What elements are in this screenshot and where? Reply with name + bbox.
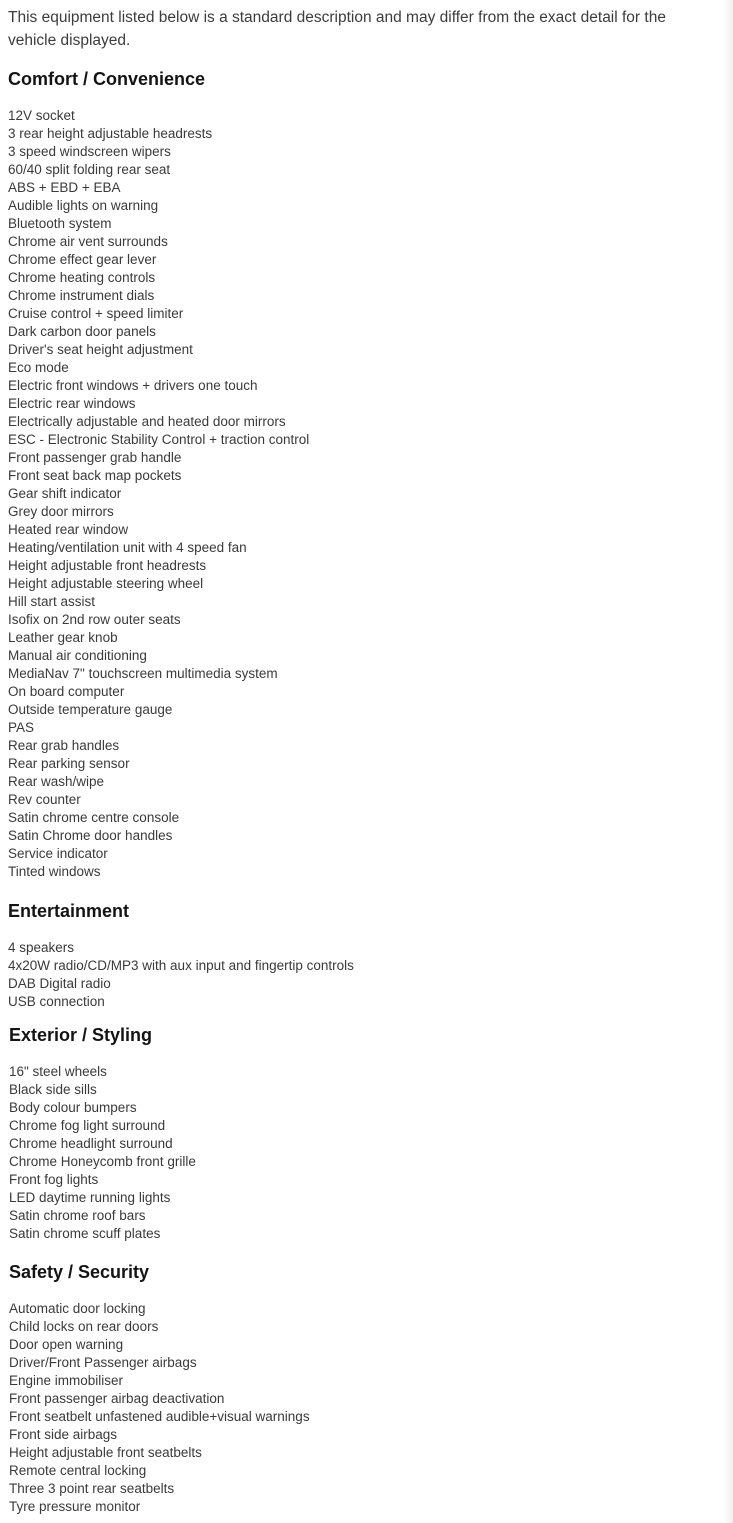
equipment-item: PAS — [8, 720, 35, 735]
equipment-item: 3 rear height adjustable headrests — [8, 126, 213, 141]
equipment-item: Tinted windows — [8, 864, 101, 879]
section-title-entertainment: Entertainment — [8, 901, 130, 921]
equipment-item: Gear shift indicator — [8, 486, 122, 501]
section-title-safety-security: Safety / Security — [9, 1262, 150, 1282]
equipment-item: Satin chrome scuff plates — [9, 1226, 161, 1241]
equipment-item: Driver's seat height adjustment — [8, 342, 193, 357]
section-title-exterior-styling: Exterior / Styling — [9, 1025, 153, 1045]
equipment-item: Three 3 point rear seatbelts — [9, 1481, 175, 1496]
section-title-comfort-convenience: Comfort / Convenience — [8, 69, 206, 89]
equipment-item: 60/40 split folding rear seat — [8, 162, 171, 177]
equipment-item: Front seat back map pockets — [8, 468, 182, 483]
equipment-item: Electric front windows + drivers one touch — [8, 378, 258, 393]
equipment-item: Rear grab handles — [8, 738, 120, 753]
equipment-item: Tyre pressure monitor — [9, 1499, 141, 1514]
equipment-item: Leather gear knob — [8, 630, 118, 645]
equipment-item: Child locks on rear doors — [9, 1319, 159, 1334]
equipment-item: Satin chrome centre console — [8, 810, 180, 825]
equipment-item: Height adjustable front headrests — [8, 558, 207, 573]
equipment-item: Height adjustable front seatbelts — [9, 1445, 202, 1460]
equipment-item: Dark carbon door panels — [8, 324, 156, 339]
equipment-item: Body colour bumpers — [9, 1100, 137, 1115]
equipment-item: Driver/Front Passenger airbags — [9, 1355, 197, 1370]
equipment-item: Heating/ventilation unit with 4 speed fan — [8, 540, 247, 555]
equipment-item: Satin chrome roof bars — [9, 1208, 146, 1223]
equipment-item: Chrome headlight surround — [9, 1136, 173, 1151]
equipment-item: Rev counter — [8, 792, 81, 807]
equipment-item: Hill start assist — [8, 594, 96, 609]
equipment-item: 4 speakers — [8, 940, 75, 955]
equipment-list-entertainment — [8, 939, 354, 1011]
equipment-item: Remote central locking — [9, 1463, 147, 1478]
equipment-item: Chrome fog light surround — [9, 1118, 166, 1133]
equipment-item: MediaNav 7" touchscreen multimedia system — [8, 666, 278, 681]
equipment-item: Grey door mirrors — [8, 504, 114, 519]
equipment-item: Service indicator — [8, 846, 108, 861]
equipment-item: Front fog lights — [9, 1172, 99, 1187]
equipment-item: Front seatbelt unfastened audible+visual warnings — [9, 1409, 310, 1424]
equipment-item: Chrome instrument dials — [8, 288, 155, 303]
equipment-item: Audible lights on warning — [8, 198, 159, 213]
equipment-item: Satin Chrome door handles — [8, 828, 173, 843]
equipment-item: ESC - Electronic Stability Control + traction control — [8, 432, 310, 447]
equipment-disclaimer: This equipment listed below is a standard description and may differ from the exact detail for the vehicle displayed. — [8, 9, 666, 49]
equipment-item: Rear parking sensor — [8, 756, 130, 771]
equipment-item: Manual air conditioning — [8, 648, 147, 663]
equipment-item: Electrically adjustable and heated door mirrors — [8, 414, 286, 429]
equipment-item: Eco mode — [8, 360, 69, 375]
equipment-list-safety-security — [9, 1300, 310, 1516]
equipment-list-comfort-convenience — [8, 107, 309, 881]
equipment-item: ABS + EBD + EBA — [8, 180, 121, 195]
equipment-item: Electric rear windows — [8, 396, 136, 411]
equipment-item: Height adjustable steering wheel — [8, 576, 204, 591]
equipment-item: USB connection — [8, 994, 105, 1009]
equipment-item: Outside temperature gauge — [8, 702, 173, 717]
equipment-item: Black side sills — [9, 1082, 97, 1097]
equipment-item: Chrome heating controls — [8, 270, 156, 285]
equipment-item: 3 speed windscreen wipers — [8, 144, 171, 159]
page-edge-shadow — [723, 0, 733, 1523]
equipment-list-exterior-styling — [9, 1063, 196, 1243]
equipment-item: Front passenger grab handle — [8, 450, 182, 465]
equipment-item: Chrome effect gear lever — [8, 252, 157, 267]
equipment-item: Bluetooth system — [8, 216, 112, 231]
equipment-item: On board computer — [8, 684, 125, 699]
equipment-item: 16" steel wheels — [9, 1064, 107, 1079]
equipment-item: Chrome air vent surrounds — [8, 234, 168, 249]
equipment-item: Cruise control + speed limiter — [8, 306, 184, 321]
equipment-item: 4x20W radio/CD/MP3 with aux input and fingertip controls — [8, 958, 354, 973]
equipment-item: Heated rear window — [8, 522, 129, 537]
equipment-item: LED daytime running lights — [9, 1190, 171, 1205]
equipment-item: Engine immobiliser — [9, 1373, 124, 1388]
equipment-item: Isofix on 2nd row outer seats — [8, 612, 181, 627]
equipment-item: 12V socket — [8, 108, 75, 123]
equipment-item: DAB Digital radio — [8, 976, 111, 991]
equipment-item: Front passenger airbag deactivation — [9, 1391, 225, 1406]
equipment-item: Front side airbags — [9, 1427, 118, 1442]
equipment-item: Automatic door locking — [9, 1301, 146, 1316]
equipment-item: Rear wash/wipe — [8, 774, 105, 789]
equipment-item: Chrome Honeycomb front grille — [9, 1154, 196, 1169]
equipment-item: Door open warning — [9, 1337, 124, 1352]
